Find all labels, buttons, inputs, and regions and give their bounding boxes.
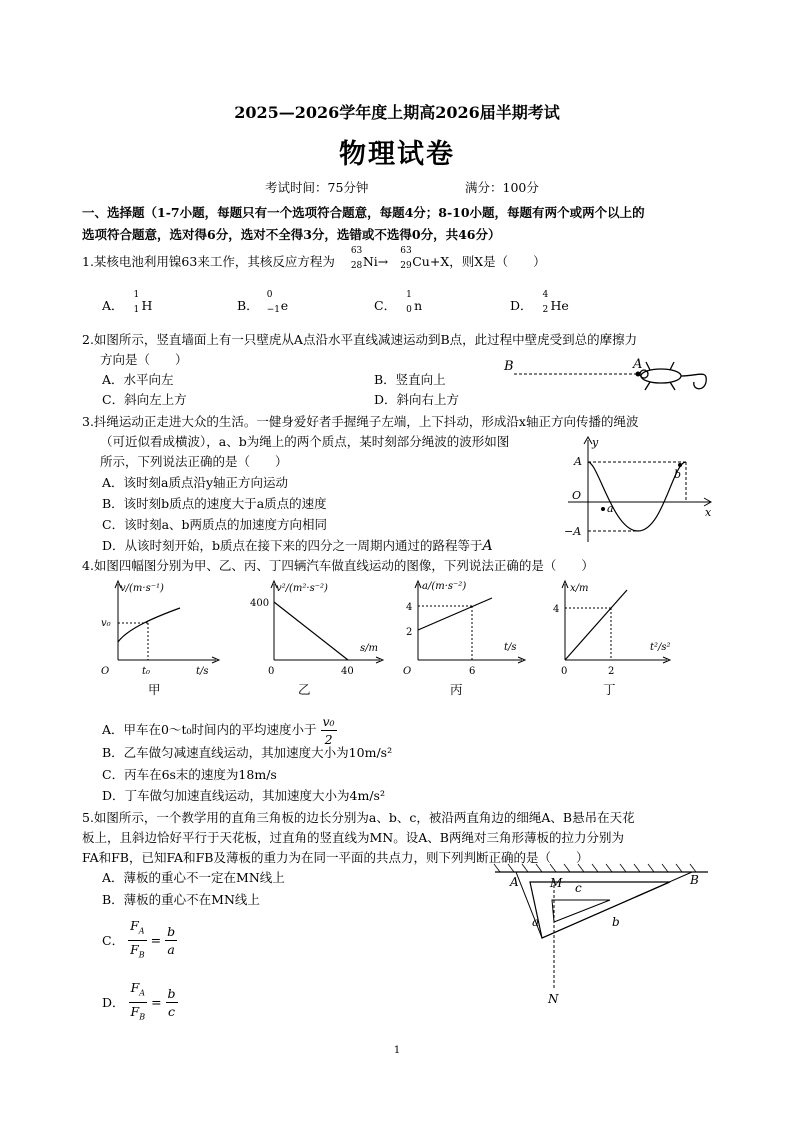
svg-text:y: y [592,436,599,449]
point-b-dot [678,463,682,467]
svg-text:0: 0 [561,666,568,677]
svg-text:M: M [550,876,563,890]
q5-option-c: C． $\frac{F_A}{F_B}$ = $\frac{b}{a}$ [102,918,176,959]
q1-option-c: C． 1 0 n [374,290,423,315]
svg-text:O: O [101,666,110,677]
svg-text:40: 40 [341,666,354,677]
q4-option-c: C．丙车在6s末的速度为18m/s [102,767,277,782]
line-bing [418,598,492,630]
v0-over-2: $\frac{\text{v₀}}{2}$ [322,714,335,747]
section-heading-line2: 选项符合题意，选对得6分，选对不全得3分，选错或不选得0分，共46分） [82,227,501,242]
q1-option-d: D． 4 2 He [510,290,569,315]
q2-option-d: D．斜向右上方 [374,392,460,407]
wave-figure [558,434,718,546]
svg-text:v₀: v₀ [101,618,111,629]
q1-option-a: A． 1 1 H [102,290,153,315]
svg-text:b: b [612,915,620,929]
line-ding [565,590,627,660]
svg-text:x: x [705,506,712,519]
q5-stem-line2: 板上，且斜边恰好平行于天花板，过直角的竖直线为MN。设A、B两绳对三角形薄板的拉力分别为 [82,830,624,845]
subject-title: 物理试卷 [339,139,455,170]
q3-option-b: B．该时刻b质点的速度大于a质点的速度 [102,496,327,511]
svg-text:−A: −A [564,525,582,538]
svg-text:t₀: t₀ [142,666,151,677]
graph-yi-label: 乙 [298,682,311,697]
q4-option-b: B．乙车做匀减速直线运动，其加速度大小为10m/s² [102,745,393,760]
svg-text:v/(m·s⁻¹): v/(m·s⁻¹) [120,583,164,594]
q1-stem: 1.某核电池利用镍63来工作，其核反应方程为 63 28 Ni→ 63 29 Cu+X，则X是（ ） [82,246,546,271]
q4-stem: 4.如图四幅图分别为甲、乙、丙、丁四辆汽车做直线运动的图像，下列说法正确的是（ ） [82,558,594,573]
full-score: 满分：100分 [465,180,539,195]
svg-text:a/(m·s⁻²): a/(m·s⁻²) [422,581,467,592]
q5-stem-line1: 5.如图所示，一个教学用的直角三角板的边长分别为a、b、c，被沿两直角边的细绳A、B悬吊在天花 [82,810,635,825]
point-a-label: A [633,357,643,372]
graph-jia [98,578,228,688]
gecko-icon [640,362,706,390]
svg-text:c: c [575,881,582,895]
q2-option-b: B．竖直向上 [374,372,446,387]
graph-ding-label: 丁 [603,682,616,697]
graph-yi [248,578,388,688]
q5-option-a: A．薄板的重心不一定在MN线上 [102,870,285,885]
svg-text:a: a [607,502,614,515]
svg-text:400: 400 [250,598,270,609]
svg-text:b: b [674,468,682,481]
exam-title: 2025—2026学年度上期高2026届半期考试 [234,103,560,122]
q5-stem-line3: FA和FB，已知FA和FB及薄板的重力为在同一平面的共点力，则下列判断正确的是（ ） [82,850,589,865]
q2-option-c: C．斜向左上方 [102,392,187,407]
svg-text:A: A [574,455,582,468]
svg-text:a: a [532,915,540,929]
svg-text:2: 2 [406,627,413,638]
svg-text:x/m: x/m [570,583,589,594]
cu-nuclide: 63 29 Cu [400,246,430,271]
svg-text:4: 4 [553,604,560,615]
q5-option-b: B．薄板的重心不在MN线上 [102,892,260,907]
point-a-dot [601,507,605,511]
svg-text:6: 6 [469,666,476,677]
curve-jia [118,608,180,642]
triangle-figure [490,860,715,1010]
section-heading-line1: 一、选择题（1-7小题，每题只有一个选项符合题意，每题4分；8-10小题，每题有两个或两个以上的 [82,205,645,220]
exam-time: 考试时间：75分钟 [265,180,369,195]
graph-bing [400,578,530,688]
q2-stem-line1: 2.如图所示，竖直墙面上有一只壁虎从A点沿水平直线减速运动到B点，此过程中壁虎受到总的摩擦力 [82,332,638,347]
svg-text:v²/(m²·s⁻²): v²/(m²·s⁻²) [276,583,328,594]
svg-text:2: 2 [608,666,615,677]
q2-option-a: A．水平向左 [102,372,174,387]
q2-stem-line2: 方向是（ ） [100,352,188,367]
q3-option-d: D．从该时刻开始，b质点在接下来的四分之一周期内通过的路程等于A [102,538,493,554]
q3-stem-line1: 3.抖绳运动正走进大众的生活。一健身爱好者手握绳子左端，上下抖动，形成沿x轴正方向传播的绳波 [82,414,639,429]
q3-stem-line3: 所示，下列说法正确的是（ ） [100,454,288,469]
q3-option-c: C．该时刻a、b两质点的加速度方向相同 [102,517,328,532]
line-yi [274,602,348,660]
point-b-label: B [504,359,514,374]
svg-text:O: O [572,489,582,502]
q4-option-d: D．丁车做匀加速直线运动，其加速度大小为4m/s² [102,788,385,803]
q3-option-a: A．该时刻a质点沿y轴正方向运动 [102,475,289,490]
svg-text:O: O [403,666,412,677]
svg-text:B: B [690,873,699,887]
svg-text:t²/s²: t²/s² [650,642,671,653]
q4-option-a: A．甲车在0～t₀时间内的平均速度小于 $\frac{\text{v₀}}{2}$ [102,714,335,747]
svg-text:A: A [510,875,519,889]
graph-jia-label: 甲 [148,682,161,697]
wave-curve [588,462,686,531]
svg-text:0: 0 [268,666,275,677]
graph-ding [555,578,685,688]
q3-stem-line2: （可近似看成横波），a、b为绳上的两个质点，某时刻部分绳波的波形如图 [100,434,510,449]
gecko-figure [498,354,713,396]
svg-text:t/s: t/s [196,666,209,677]
q5-option-d: D． $\frac{F_A}{F_B}$ = $\frac{b}{c}$ [102,980,176,1021]
ni-nuclide: 63 28 Ni [350,246,378,271]
svg-text:4: 4 [406,602,413,613]
svg-text:N: N [548,992,559,1006]
svg-text:s/m: s/m [360,643,378,654]
svg-text:t/s: t/s [504,642,517,653]
q1-option-b: B． 0 −1 e [237,290,289,315]
page-number: 1 [393,1045,401,1056]
graph-bing-label: 丙 [450,682,463,697]
